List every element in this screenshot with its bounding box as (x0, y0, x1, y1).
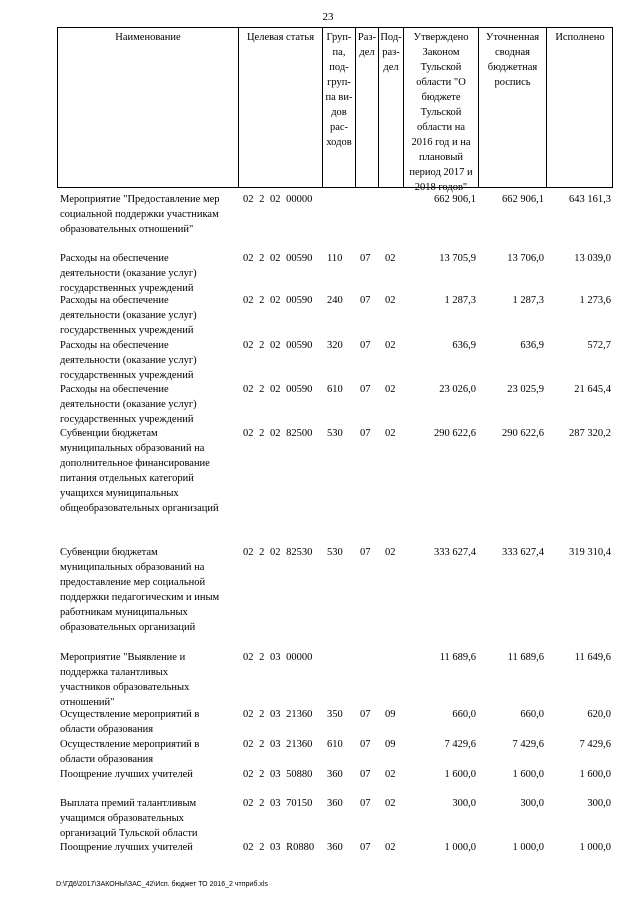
row-executed: 21 645,4 (574, 384, 611, 395)
row-refined: 11 689,6 (507, 652, 544, 663)
row-approved: 1 600,0 (444, 769, 476, 780)
row-group: 530 (327, 428, 343, 439)
row-name-line: Мероприятие "Предоставление мер (60, 194, 220, 205)
row-group: 610 (327, 384, 343, 395)
row-name-line: Поощрение лучших учителей (60, 769, 193, 780)
row-name (60, 426, 238, 516)
row-refined: 660,0 (520, 709, 544, 720)
header-line: па ви- (325, 92, 353, 103)
header-line: 2018 годов" (414, 182, 468, 193)
row-group: 530 (327, 547, 343, 558)
row-subsection: 02 (385, 798, 396, 809)
row-name-line: участников образовательных (60, 682, 190, 693)
row-subsection: 09 (385, 739, 396, 750)
row-group: 240 (327, 295, 343, 306)
row-code: 02 2 02 00000 (243, 194, 313, 205)
row-section: 07 (360, 798, 371, 809)
header-name: Наименование (115, 32, 181, 43)
row-approved: 1 287,3 (444, 295, 476, 306)
row-group: 350 (327, 709, 343, 720)
row-name-line: предоставление мер социальной (60, 577, 206, 588)
row-section: 07 (360, 769, 371, 780)
row-code: 02 2 02 00590 (243, 340, 313, 351)
row-executed: 1 600,0 (579, 769, 611, 780)
row-name-line: Расходы на обеспечение (60, 384, 169, 395)
row-name-line: деятельности (оказание услуг) (60, 268, 197, 279)
header-group (323, 30, 355, 150)
row-executed: 7 429,6 (579, 739, 611, 750)
row-name (60, 192, 238, 237)
row-name-line: деятельности (оказание услуг) (60, 310, 197, 321)
row-section: 07 (360, 547, 371, 558)
row-subsection: 02 (385, 428, 396, 439)
header-line: Тульской (420, 62, 462, 73)
row-refined: 290 622,6 (502, 428, 544, 439)
header-refined (479, 30, 546, 90)
header-line: области на (416, 122, 465, 133)
header-line: дов (331, 107, 347, 118)
row-refined: 1 600,0 (512, 769, 544, 780)
row-executed: 643 161,3 (569, 194, 611, 205)
row-subsection: 02 (385, 295, 396, 306)
file-path-footer: D:\ГД6\2017\ЗАКОНЫ\ЗАС_42\Исп. бюджет ТО 2016_2 чтприб.xls (56, 881, 268, 888)
row-group: 110 (327, 253, 343, 264)
row-name-line: образовательных организаций (60, 622, 196, 633)
row-refined: 23 025,9 (507, 384, 544, 395)
row-code: 02 2 02 82500 (243, 428, 313, 439)
row-name-line: Расходы на обеспечение (60, 295, 169, 306)
row-approved: 636,9 (452, 340, 476, 351)
header-line: ходов (326, 137, 352, 148)
row-name-line: государственных учреждений (60, 414, 194, 425)
row-name-line: общеобразовательных организаций (60, 503, 219, 514)
row-name-line: социальной поддержки участникам (60, 209, 219, 220)
row-code: 02 2 02 00590 (243, 253, 313, 264)
row-approved: 23 026,0 (439, 384, 476, 395)
row-name-line: учащимся образовательных (60, 813, 184, 824)
row-name-line: деятельности (оказание услуг) (60, 355, 197, 366)
header-line: Законом (422, 47, 460, 58)
row-subsection: 02 (385, 384, 396, 395)
row-name-line: дополнительное финансирование (60, 458, 210, 469)
header-line: под- (329, 62, 349, 73)
row-refined: 7 429,6 (512, 739, 544, 750)
header-subsection (379, 30, 403, 75)
row-name-line: Осуществление мероприятий в (60, 739, 200, 750)
row-name-line: муниципальных образований на (60, 443, 205, 454)
row-section: 07 (360, 340, 371, 351)
row-name-line: области образования (60, 754, 154, 765)
row-approved: 662 906,1 (434, 194, 476, 205)
row-group: 360 (327, 769, 343, 780)
row-name-line: питания отдельных категорий (60, 473, 194, 484)
row-executed: 287 320,2 (569, 428, 611, 439)
row-name-line: Расходы на обеспечение (60, 340, 169, 351)
row-subsection: 02 (385, 547, 396, 558)
row-name (60, 251, 238, 296)
header-line: Груп- (326, 32, 352, 43)
row-code: 02 2 02 00590 (243, 295, 313, 306)
row-subsection: 02 (385, 253, 396, 264)
row-code: 02 2 03 R0880 (243, 842, 315, 853)
row-name-line: отношений" (60, 697, 115, 708)
header-line: области "О (416, 77, 466, 88)
row-subsection: 09 (385, 709, 396, 720)
row-name-line: образовательных отношений" (60, 224, 194, 235)
row-name-line: работникам муниципальных (60, 607, 188, 618)
page-number: 23 (322, 11, 334, 23)
header-line: груп- (327, 77, 351, 88)
row-name (60, 650, 238, 710)
header-line: сводная (495, 47, 530, 58)
row-section: 07 (360, 739, 371, 750)
row-executed: 620,0 (587, 709, 611, 720)
row-name (60, 707, 238, 737)
row-section: 07 (360, 842, 371, 853)
row-section: 07 (360, 709, 371, 720)
row-code: 02 2 03 50880 (243, 769, 313, 780)
row-name (60, 338, 238, 383)
row-refined: 13 706,0 (507, 253, 544, 264)
header-line: плановый (418, 152, 464, 163)
header-line: дел (359, 47, 375, 58)
row-name-line: Осуществление мероприятий в (60, 709, 200, 720)
row-section: 07 (360, 253, 371, 264)
row-refined: 1 287,3 (512, 295, 544, 306)
row-name (60, 796, 238, 841)
row-name-line: муниципальных образований на (60, 562, 205, 573)
row-group: 360 (327, 798, 343, 809)
row-name (60, 840, 238, 855)
row-code: 02 2 02 82530 (243, 547, 313, 558)
row-name-line: области образования (60, 724, 154, 735)
row-name-line: Выплата премий талантливым (60, 798, 197, 809)
row-approved: 7 429,6 (444, 739, 476, 750)
row-name-line: поддержка талантливых (60, 667, 169, 678)
row-executed: 1 000,0 (579, 842, 611, 853)
row-code: 02 2 03 21360 (243, 739, 313, 750)
row-name-line: организаций Тульской области (60, 828, 198, 839)
row-refined: 300,0 (520, 798, 544, 809)
row-name-line: государственных учреждений (60, 370, 194, 381)
row-executed: 11 649,6 (574, 652, 611, 663)
header-line: рас- (329, 122, 349, 133)
row-name-line: Поощрение лучших учителей (60, 842, 193, 853)
header-line: Тульской (420, 107, 462, 118)
row-name-line: Субвенции бюджетам (60, 428, 158, 439)
header-line: Утверждено (413, 32, 469, 43)
row-code: 02 2 03 21360 (243, 709, 313, 720)
header-line: па, (332, 47, 346, 58)
header-line: дел (383, 62, 399, 73)
row-name (60, 737, 238, 767)
header-line: Под- (380, 32, 402, 43)
row-refined: 662 906,1 (502, 194, 544, 205)
row-name (60, 293, 238, 338)
row-executed: 13 039,0 (574, 253, 611, 264)
row-section: 07 (360, 295, 371, 306)
row-name-line: деятельности (оказание услуг) (60, 399, 197, 410)
row-executed: 572,7 (587, 340, 611, 351)
row-name-line: Субвенции бюджетам (60, 547, 158, 558)
row-refined: 333 627,4 (502, 547, 544, 558)
row-subsection: 02 (385, 769, 396, 780)
header-line: период 2017 и (409, 167, 473, 178)
row-executed: 300,0 (587, 798, 611, 809)
row-approved: 660,0 (452, 709, 476, 720)
row-name-line: Расходы на обеспечение (60, 253, 169, 264)
row-name-line: государственных учреждений (60, 283, 194, 294)
row-approved: 1 000,0 (444, 842, 476, 853)
row-approved: 333 627,4 (434, 547, 476, 558)
header-line: бюджете (421, 92, 461, 103)
row-group: 320 (327, 340, 343, 351)
row-approved: 290 622,6 (434, 428, 476, 439)
row-name (60, 767, 238, 782)
row-executed: 319 310,4 (569, 547, 611, 558)
header-line: 2016 год и на (411, 137, 471, 148)
row-group: 610 (327, 739, 343, 750)
row-subsection: 02 (385, 340, 396, 351)
header-executed: Исполнено (555, 32, 605, 43)
row-code: 02 2 03 70150 (243, 798, 313, 809)
header-line: роспись (494, 77, 531, 88)
header-approved (404, 30, 478, 195)
row-subsection: 02 (385, 842, 396, 853)
row-section: 07 (360, 428, 371, 439)
row-approved: 300,0 (452, 798, 476, 809)
header-line: Уточненная (485, 32, 540, 43)
header-line: Раз- (357, 32, 377, 43)
header-line: раз- (382, 47, 400, 58)
row-code: 02 2 03 00000 (243, 652, 313, 663)
header-section (356, 30, 378, 60)
row-refined: 1 000,0 (512, 842, 544, 853)
row-name-line: государственных учреждений (60, 325, 194, 336)
row-name-line: Мероприятие "Выявление и (60, 652, 186, 663)
header-target: Целевая статья (246, 32, 315, 43)
row-name (60, 382, 238, 427)
row-group: 360 (327, 842, 343, 853)
row-name (60, 545, 238, 635)
row-name-line: учащихся муниципальных (60, 488, 179, 499)
row-section: 07 (360, 384, 371, 395)
row-executed: 1 273,6 (579, 295, 611, 306)
row-code: 02 2 02 00590 (243, 384, 313, 395)
row-approved: 13 705,9 (439, 253, 476, 264)
row-refined: 636,9 (520, 340, 544, 351)
row-approved: 11 689,6 (439, 652, 476, 663)
row-name-line: поддержки педагогическим и иным (60, 592, 220, 603)
header-line: бюджетная (487, 62, 538, 73)
